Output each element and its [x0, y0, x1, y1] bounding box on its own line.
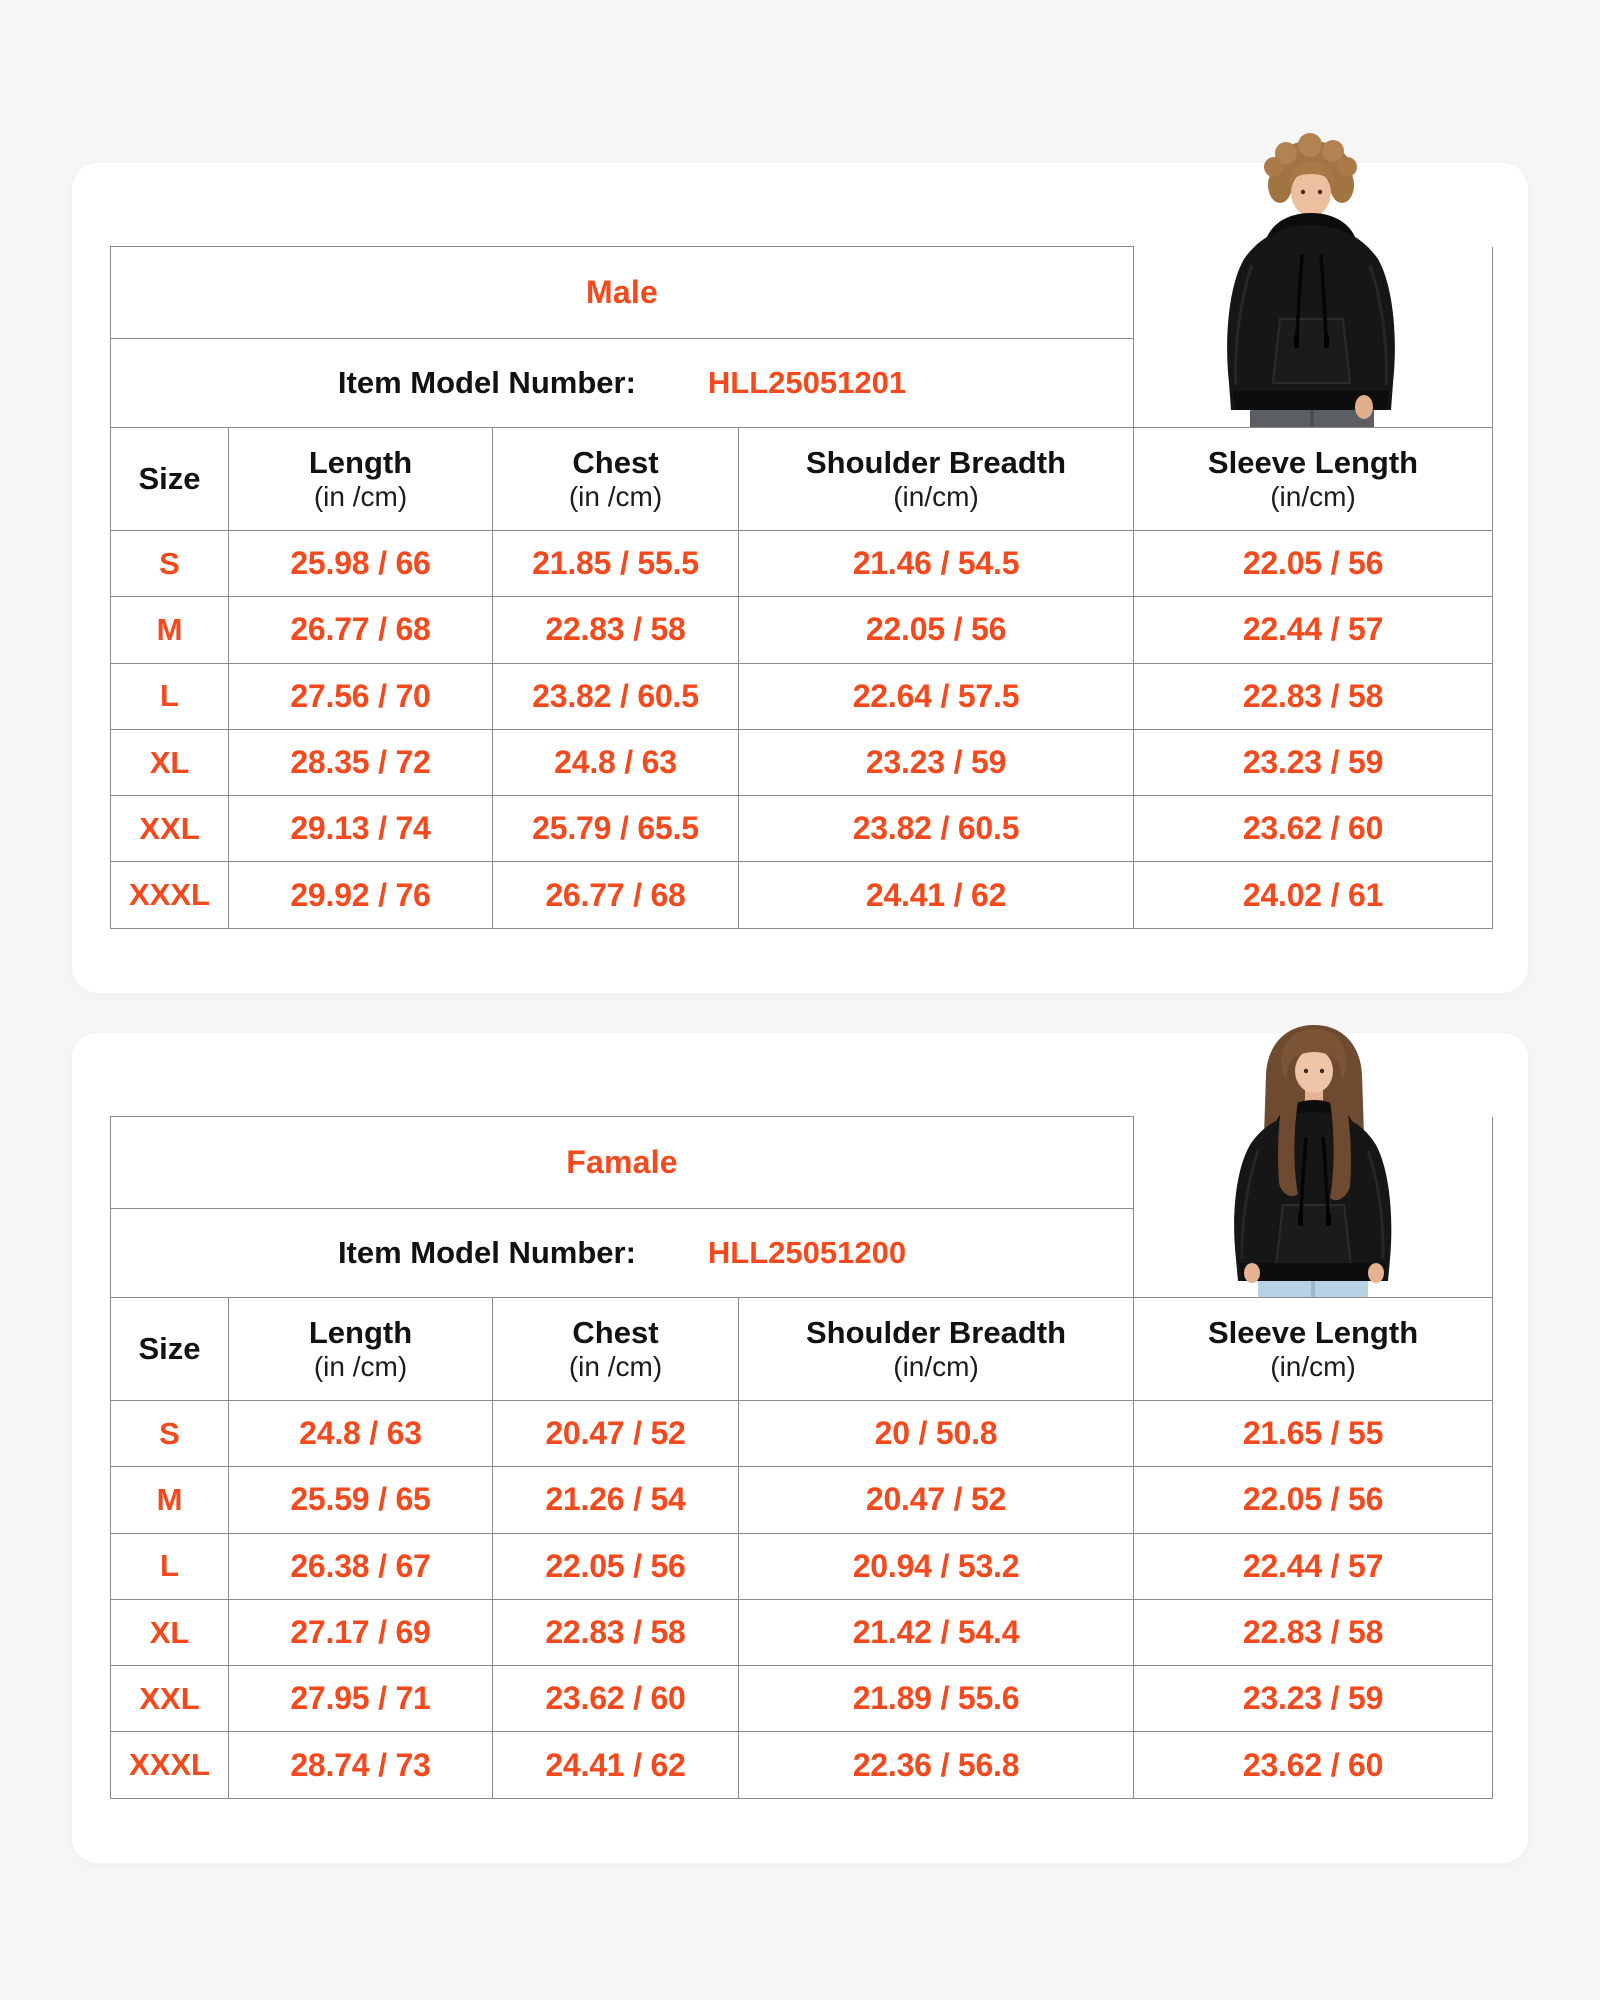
column-header-chest: Chest (in /cm)	[493, 1298, 739, 1401]
item-model-label: Item Model Number:	[337, 1235, 636, 1270]
face	[1281, 1029, 1347, 1105]
gender-label: Famale	[566, 1144, 678, 1180]
chest-value: 22.83 / 58	[493, 597, 739, 663]
column-header-size: Size	[111, 1298, 229, 1401]
shoulder-breadth-value: 22.05 / 56	[739, 597, 1134, 663]
column-header-row	[111, 1298, 1493, 1401]
chest-value: 25.79 / 65.5	[493, 796, 739, 862]
model-photo-cell	[1134, 1117, 1493, 1298]
shoulder-breadth-value: 20 / 50.8	[739, 1401, 1134, 1467]
shoulder-breadth-value: 21.42 / 54.4	[739, 1599, 1134, 1665]
sleeve-length-value: 22.83 / 58	[1134, 663, 1493, 729]
shoulder-breadth-value: 24.41 / 62	[739, 862, 1134, 928]
chest-value: 23.62 / 60	[493, 1666, 739, 1732]
female-size-table	[110, 1116, 1493, 1799]
size-label: XXL	[111, 796, 229, 862]
column-header-length: Length (in /cm)	[229, 428, 493, 531]
male-size-table	[110, 246, 1493, 929]
male-size-chart-card	[72, 163, 1528, 993]
length-value: 27.95 / 71	[229, 1666, 493, 1732]
chest-value: 21.26 / 54	[493, 1467, 739, 1533]
column-header-size: Size	[111, 428, 229, 531]
column-header-row	[111, 428, 1493, 531]
female-size-chart-card	[72, 1033, 1528, 1863]
size-row-s	[111, 531, 1493, 597]
chest-value: 22.83 / 58	[493, 1599, 739, 1665]
face	[1289, 161, 1334, 229]
chest-value: 20.47 / 52	[493, 1401, 739, 1467]
sleeve-length-value: 22.05 / 56	[1134, 1467, 1493, 1533]
chest-value: 24.8 / 63	[493, 729, 739, 795]
size-row-xxxl	[111, 1732, 1493, 1798]
chest-value: 21.85 / 55.5	[493, 531, 739, 597]
size-label: M	[111, 597, 229, 663]
item-model-number: HLL25051201	[707, 365, 907, 400]
sleeve-length-value: 22.05 / 56	[1134, 531, 1493, 597]
sleeve-length-value: 22.83 / 58	[1134, 1599, 1493, 1665]
size-row-m	[111, 597, 1493, 663]
shoulder-breadth-value: 21.46 / 54.5	[739, 531, 1134, 597]
hair	[1264, 133, 1357, 203]
column-header-chest: Chest (in /cm)	[493, 428, 739, 531]
gender-row	[111, 247, 1493, 339]
gender-row	[111, 1117, 1493, 1209]
chest-value: 23.82 / 60.5	[493, 663, 739, 729]
size-row-xxl	[111, 1666, 1493, 1732]
column-header-length: Length (in /cm)	[229, 1298, 493, 1401]
item-model-label: Item Model Number:	[337, 365, 636, 400]
size-row-xxl	[111, 796, 1493, 862]
size-label: XXXL	[111, 862, 229, 928]
sleeve-length-value: 23.62 / 60	[1134, 1732, 1493, 1798]
size-label: S	[111, 531, 229, 597]
size-label: XL	[111, 729, 229, 795]
size-row-s	[111, 1401, 1493, 1467]
shoulder-breadth-value: 20.47 / 52	[739, 1467, 1134, 1533]
length-value: 27.56 / 70	[229, 663, 493, 729]
sleeve-length-value: 22.44 / 57	[1134, 1533, 1493, 1599]
sleeve-length-value: 23.62 / 60	[1134, 796, 1493, 862]
length-value: 29.13 / 74	[229, 796, 493, 862]
length-value: 24.8 / 63	[229, 1401, 493, 1467]
chest-value: 26.77 / 68	[493, 862, 739, 928]
sleeve-length-value: 23.23 / 59	[1134, 729, 1493, 795]
column-header-sleeve-length: Sleeve Length (in/cm)	[1134, 428, 1493, 531]
model-photo-cell	[1134, 247, 1493, 428]
shoulder-breadth-value: 20.94 / 53.2	[739, 1533, 1134, 1599]
column-header-shoulder-breadth: Shoulder Breadth (in/cm)	[739, 1298, 1134, 1401]
chest-value: 24.41 / 62	[493, 1732, 739, 1798]
gender-label: Male	[586, 274, 658, 310]
length-value: 25.59 / 65	[229, 1467, 493, 1533]
size-row-xl	[111, 729, 1493, 795]
item-model-number: HLL25051200	[707, 1235, 907, 1270]
chest-value: 22.05 / 56	[493, 1533, 739, 1599]
size-label: S	[111, 1401, 229, 1467]
column-header-sleeve-length: Sleeve Length (in/cm)	[1134, 1298, 1493, 1401]
sleeve-length-value: 21.65 / 55	[1134, 1401, 1493, 1467]
length-value: 29.92 / 76	[229, 862, 493, 928]
shoulder-breadth-value: 23.82 / 60.5	[739, 796, 1134, 862]
length-value: 26.38 / 67	[229, 1533, 493, 1599]
sleeve-length-value: 23.23 / 59	[1134, 1666, 1493, 1732]
length-value: 27.17 / 69	[229, 1599, 493, 1665]
shoulder-breadth-value: 22.64 / 57.5	[739, 663, 1134, 729]
length-value: 25.98 / 66	[229, 531, 493, 597]
size-label: XXXL	[111, 1732, 229, 1798]
length-value: 28.74 / 73	[229, 1732, 493, 1798]
size-row-l	[111, 663, 1493, 729]
shoulder-breadth-value: 22.36 / 56.8	[739, 1732, 1134, 1798]
sleeve-length-value: 22.44 / 57	[1134, 597, 1493, 663]
size-row-xl	[111, 1599, 1493, 1665]
sleeve-length-value: 24.02 / 61	[1134, 862, 1493, 928]
column-header-shoulder-breadth: Shoulder Breadth (in/cm)	[739, 428, 1134, 531]
size-row-l	[111, 1533, 1493, 1599]
size-row-xxxl	[111, 862, 1493, 928]
size-label: XXL	[111, 1666, 229, 1732]
shoulder-breadth-value: 23.23 / 59	[739, 729, 1134, 795]
length-value: 28.35 / 72	[229, 729, 493, 795]
size-label: M	[111, 1467, 229, 1533]
shoulder-breadth-value: 21.89 / 55.6	[739, 1666, 1134, 1732]
size-row-m	[111, 1467, 1493, 1533]
length-value: 26.77 / 68	[229, 597, 493, 663]
size-label: L	[111, 1533, 229, 1599]
size-label: XL	[111, 1599, 229, 1665]
size-label: L	[111, 663, 229, 729]
